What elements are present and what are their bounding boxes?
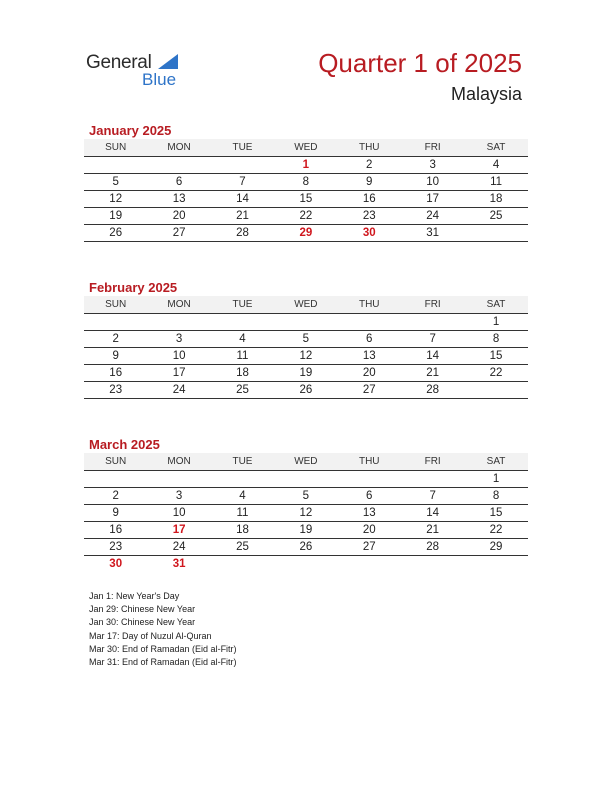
day-cell: 1 [492,473,500,485]
day-cell: 17 [172,367,186,379]
week-row [84,174,528,191]
weekday-header [84,296,528,314]
week-row [84,539,528,556]
day-cell: 15 [299,193,313,205]
day-cell: 17 [172,524,186,536]
week-row [84,157,528,174]
day-cell: 1 [302,159,310,171]
day-cell: 18 [236,524,249,536]
day-cell: 17 [426,193,440,205]
day-cell: 30 [362,227,376,239]
day-cell: 1 [492,316,500,328]
day-cell: 26 [299,541,313,553]
weekday-label: FRI [424,299,441,310]
day-cell: 10 [172,350,186,362]
day-cell: 3 [429,159,436,171]
holiday-note: Jan 1: New Year's Day [89,591,180,601]
holiday-note: Mar 30: End of Ramadan (Eid al-Fitr) [89,643,237,654]
weekday-label: MON [167,299,191,310]
day-cell: 27 [362,384,376,396]
day-cell: 19 [109,210,123,222]
holiday-note: Jan 30: Chinese New Year [89,617,196,628]
day-cell: 26 [109,227,123,239]
week-row [84,191,528,208]
day-cell: 24 [426,210,440,222]
day-cell: 15 [489,507,503,519]
day-cell: 30 [109,558,123,570]
day-cell: 27 [172,227,186,239]
day-cell: 22 [299,210,313,222]
day-cell: 14 [426,507,440,519]
day-cell: 28 [426,384,440,396]
day-cell: 16 [109,524,123,536]
day-cell: 25 [236,384,249,396]
weekday-label: THU [358,456,380,467]
day-cell: 29 [299,227,313,239]
day-cell: 10 [172,507,186,519]
day-cell: 28 [236,227,249,239]
week-row [84,522,528,539]
week-row [84,208,528,225]
month-title: March 2025 [89,437,160,452]
day-cell: 10 [426,176,440,188]
month-title: February 2025 [89,280,178,295]
day-cell: 19 [299,524,313,536]
logo-general-text: General [86,52,152,73]
weekday-label: SAT [486,299,506,310]
day-cell: 6 [175,176,183,188]
day-cell: 23 [362,210,376,222]
weekday-label: WED [294,142,318,153]
day-cell: 31 [426,227,440,239]
holiday-note: Mar 17: Day of Nuzul Al-Quran [89,630,212,641]
day-cell: 13 [362,507,376,519]
day-cell: 25 [489,210,503,222]
weekday-label: WED [294,299,318,310]
day-cell: 21 [426,524,440,536]
week-row [84,331,528,348]
week-row [84,382,528,399]
day-cell: 8 [492,333,500,345]
week-row [84,488,528,505]
month-calendar [84,436,528,572]
day-cell: 5 [302,490,310,502]
month-calendar [84,279,528,399]
day-cell: 26 [299,384,313,396]
day-cell: 20 [362,367,376,379]
day-cell: 9 [112,350,119,362]
holiday-notes [89,590,237,669]
day-cell: 8 [302,176,310,188]
day-cell: 2 [112,490,119,502]
day-cell: 15 [489,350,503,362]
weekday-label: SAT [486,456,506,467]
weekday-label: MON [167,142,191,153]
day-cell: 4 [492,159,500,171]
day-cell: 13 [362,350,376,362]
day-cell: 7 [429,490,436,502]
day-cell: 18 [489,193,503,205]
day-cell: 20 [172,210,186,222]
day-cell: 24 [172,384,186,396]
weekday-label: TUE [232,299,253,310]
country-name: Malaysia [450,84,522,104]
day-cell: 21 [236,210,249,222]
day-cell: 11 [236,507,249,519]
weekday-label: TUE [232,142,253,153]
holiday-note: Jan 29: Chinese New Year [89,604,196,615]
week-row [84,225,528,242]
week-row [84,314,528,331]
day-cell: 6 [366,333,373,345]
day-cell: 14 [426,350,440,362]
weekday-label: SUN [105,299,127,310]
weekday-label: THU [358,299,380,310]
day-cell: 2 [366,159,373,171]
day-cell: 2 [112,333,119,345]
day-cell: 16 [362,193,376,205]
week-row [84,471,528,488]
day-cell: 21 [426,367,440,379]
day-cell: 27 [362,541,376,553]
day-cell: 12 [109,193,123,205]
week-row [84,556,528,572]
weekday-label: SUN [105,456,127,467]
day-cell: 28 [426,541,440,553]
weekday-label: SAT [486,142,506,153]
day-cell: 5 [112,176,119,188]
day-cell: 12 [299,350,313,362]
day-cell: 23 [109,541,123,553]
day-cell: 29 [489,541,503,553]
page-title: Quarter 1 of 2025 [318,48,522,78]
day-cell: 4 [239,490,246,502]
day-cell: 3 [175,490,183,502]
day-cell: 11 [490,176,503,188]
day-cell: 7 [429,333,436,345]
day-cell: 24 [172,541,186,553]
weekday-header [84,453,528,471]
day-cell: 19 [299,367,313,379]
weekday-label: FRI [424,456,441,467]
logo-triangle-icon [158,54,178,69]
day-cell: 23 [109,384,123,396]
day-cell: 5 [302,333,310,345]
holiday-note: Mar 31: End of Ramadan (Eid al-Fitr) [89,657,237,668]
week-row [84,365,528,382]
day-cell: 12 [299,507,313,519]
weekday-label: MON [167,456,191,467]
week-row [84,348,528,365]
day-cell: 20 [362,524,376,536]
day-cell: 18 [236,367,249,379]
week-row [84,505,528,522]
weekday-label: SUN [105,142,127,153]
day-cell: 25 [236,541,249,553]
day-cell: 4 [239,333,246,345]
day-cell: 16 [109,367,123,379]
weekday-label: THU [358,142,380,153]
day-cell: 31 [172,558,186,570]
day-cell: 7 [239,176,246,188]
day-cell: 9 [112,507,119,519]
day-cell: 9 [366,176,373,188]
weekday-label: TUE [232,456,253,467]
weekday-label: FRI [424,142,441,153]
month-calendar [84,122,528,242]
day-cell: 22 [489,524,503,536]
day-cell: 6 [366,490,373,502]
day-cell: 14 [236,193,249,205]
day-cell: 8 [492,490,500,502]
weekday-header [84,139,528,157]
generalblue-logo [86,52,196,90]
weekday-label: WED [294,456,318,467]
month-title: January 2025 [89,123,172,138]
day-cell: 22 [489,367,503,379]
day-cell: 11 [236,350,249,362]
logo-blue-text: Blue [142,70,177,89]
day-cell: 13 [172,193,186,205]
day-cell: 3 [175,333,183,345]
